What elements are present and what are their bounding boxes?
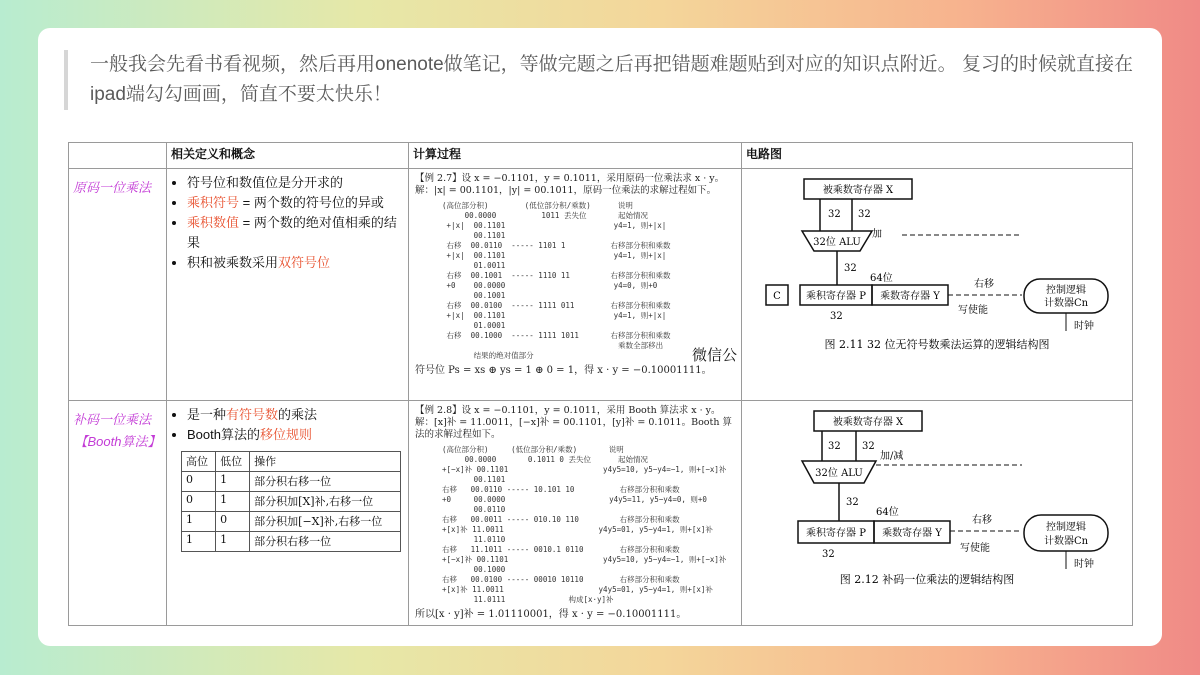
multiplier-register-label: 乘数寄存器 Y	[882, 528, 942, 539]
carry-label: C	[773, 291, 781, 302]
add-signal-label: 加	[872, 229, 882, 240]
table-row	[69, 169, 1133, 401]
topic-title: 原码一位乘法	[73, 180, 152, 195]
example-heading: 【例 2.7】设 x = −0.1101，y = 0.1011，采用原码一位乘法求 x · y。	[415, 173, 725, 184]
header-definitions: 相关定义和概念	[167, 143, 409, 169]
bus-width-label: 32	[858, 209, 871, 220]
list-item: • Booth算法的移位规则	[187, 425, 408, 445]
add-subtract-signal-label: 加/减	[880, 451, 904, 462]
clock-label: 时钟	[1074, 321, 1094, 332]
bus-width-label: 32	[830, 311, 843, 322]
clock-label: 时钟	[1074, 559, 1094, 570]
circuit-svg	[752, 173, 1122, 353]
content-card	[38, 28, 1162, 646]
list-item: • 乘积数值 = 两个数的绝对值相乘的结果	[187, 213, 408, 253]
bus-width-label: 32	[844, 263, 857, 274]
header-circuit: 电路图	[742, 143, 1133, 169]
calculation-cell	[409, 401, 742, 626]
example-result: 符号位 Ps = xs ⊕ ys = 1 ⊕ 0 = 1，得 x · y = −0.10001111。	[415, 365, 712, 376]
figure-caption: 图 2.12 补码一位乘法的逻辑结构图	[839, 573, 1015, 586]
example-solution: 解：[x]补 = 11.0011，[−x]补 = 00.1101，[y]补 = 0.1011。Booth 算法的求解过程如下。	[415, 417, 732, 440]
circuit-svg	[752, 405, 1122, 590]
circuit-cell	[742, 169, 1133, 401]
example-solution: 解：|x| = 00.1101，|y| = 00.1011，原码一位乘法的求解过程如下。	[415, 185, 717, 196]
notes-table	[68, 142, 1133, 626]
scanned-example	[409, 169, 741, 381]
multiplicand-register-label: 被乘数寄存器 X	[832, 417, 904, 428]
bus-width-label: 32	[822, 549, 835, 560]
shift-label: 右移	[974, 279, 994, 290]
header-calculation: 计算过程	[409, 143, 742, 169]
list-item: • 是一种有符号数的乘法	[187, 405, 408, 425]
width-label: 64位	[870, 273, 893, 284]
figure-caption: 图 2.11 32 位无符号数乘法运算的逻辑结构图	[824, 338, 1050, 351]
write-enable-label: 写使能	[960, 543, 990, 554]
list-item: • 乘积符号 = 两个数的符号位的异或	[187, 193, 408, 213]
circuit-cell	[742, 401, 1133, 626]
width-label: 64位	[876, 507, 899, 518]
circuit-diagram	[742, 401, 1132, 597]
bus-width-label: 32	[846, 497, 859, 508]
definition-list	[167, 405, 408, 445]
table-row	[69, 401, 1133, 626]
alu-label: 32位 ALU	[815, 468, 863, 479]
definition-list	[167, 173, 408, 273]
write-enable-label: 写使能	[958, 305, 988, 316]
bus-width-label: 32	[828, 209, 841, 220]
topic-cell	[69, 401, 167, 626]
topic-cell	[69, 169, 167, 401]
circuit-diagram	[742, 169, 1132, 360]
bus-width-label: 32	[862, 441, 875, 452]
calculation-cell	[409, 169, 742, 401]
multiplicand-register-label: 被乘数寄存器 X	[822, 185, 894, 196]
calculation-steps: (高位部分积) (低位部分积/乘数) 说明 00.0000 1011 丢失位 起始情况 +|x| 00.1101 y4=1, 则+|x| 00.1101 右移 00.0110 ----- 1101 1 右移部分积和乘数 +|x| 00.1101 y4=1, 则+|x| 01.0011 右移 00.1001 ----- 1110 11 右移部分积和乘数 +0 00.0000 y4=0, 则+0 00.1001 右移 00.0100 ----- 1111 011 右移部分积和乘数 +|x| 00.1101 y4=1, 则+|x| 01.0001 右移 00.1000 ----- 1111 1011 右移部分积和乘数 乘数全部移出 结果的绝对值部分	[442, 201, 671, 360]
intro-quote: 一般我会先看书看视频，然后再用onenote做笔记，等做完题之后再把错题难题贴到对应的知识点附近。 复习的时候就直接在ipad端勾勾画画，简直不要太快乐！	[64, 50, 1150, 110]
calculation-steps: (高位部分积) (低位部分积/乘数) 说明 00.0000 0.1011 0 丢失位 起始情况 +[−x]补 00.1101 y4y5=10, y5−y4=−1, 则+[−x]补 00.1101 右移 00.0110 ----- 10.101 10 右移部分积和乘数 +0 00.0000 y4y5=11, y5−y4=0, 则+0 00.0110 右移 00.0011 ----- 010.10 110 右移部分积和乘数 +[x]补 11.0011 y4y5=01, y5−y4=1, 则+[x]补 11.0110 右移 11.1011 ----- 0010.1 0110 右移部分积和乘数 +[−x]补 00.1101 y4y5=10, y5−y4=−1, 则+[−x]补 00.1000 右移 00.0100 ----- 00010 10110 右移部分积和乘数 +[x]补 11.0011 y4y5=01, y5−y4=1, 则+[x]补 11.0111 构成[x·y]补	[442, 445, 727, 604]
definitions-cell	[167, 169, 409, 401]
control-logic-label: 控制逻辑	[1046, 522, 1086, 533]
header-row	[69, 143, 1133, 169]
scanned-example	[409, 401, 741, 625]
example-heading: 【例 2.8】设 x = −0.1101，y = 0.1011，采用 Booth 算法求 x · y。	[415, 405, 721, 416]
header-topic	[69, 143, 167, 169]
booth-rule-table: 高位 低位 操作 0 1 部分积右移一位 0 1 部分积加[X]补,右移一位 1 0 部分积加[−X]补,右移一位 1 1 部分积右移一位	[181, 451, 401, 552]
watermark: 微信公	[691, 346, 737, 364]
product-register-label: 乘积寄存器 P	[806, 528, 866, 539]
alu-label: 32位 ALU	[813, 237, 861, 248]
definitions-cell	[167, 401, 409, 626]
bus-width-label: 32	[828, 441, 841, 452]
product-register-label: 乘积寄存器 P	[806, 291, 866, 302]
list-item: • 积和被乘数采用双符号位	[187, 253, 408, 273]
multiplier-register-label: 乘数寄存器 Y	[880, 291, 940, 302]
counter-label: 计数器Cn	[1043, 298, 1089, 309]
counter-label: 计数器Cn	[1043, 536, 1089, 547]
control-logic-label: 控制逻辑	[1046, 285, 1086, 296]
list-item: • 符号位和数值位是分开求的	[187, 173, 408, 193]
example-result: 所以[x · y]补 = 1.01110001，得 x · y = −0.10001111。	[415, 609, 687, 620]
topic-title: 补码一位乘法 【Booth算法】	[73, 412, 161, 449]
shift-label: 右移	[972, 515, 992, 526]
